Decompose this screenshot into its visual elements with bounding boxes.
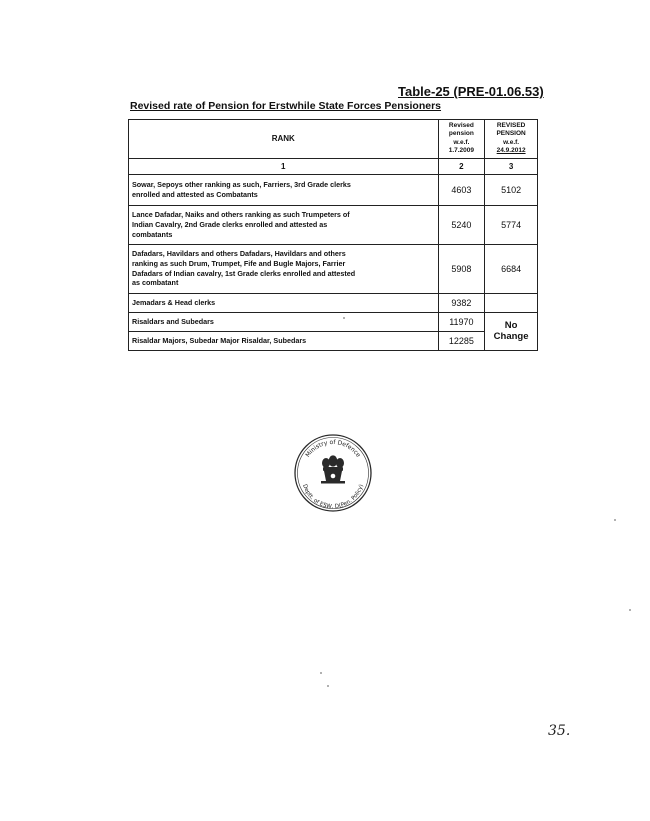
table-id: Table-25 (PRE-01.06.53) (398, 84, 544, 99)
header-line: 24.9.2012 (496, 147, 526, 155)
rank-cell (129, 293, 439, 312)
column-header-revised-2009 (438, 120, 485, 159)
pension-2012-cell: 5102 (485, 174, 538, 205)
table-row (129, 293, 538, 312)
column-number-row (129, 158, 538, 174)
rank-cell (129, 205, 439, 244)
pension-2009-cell: 9382 (438, 293, 485, 312)
pension-table-container (128, 119, 538, 351)
rank-line: combatants (132, 229, 173, 239)
table-row (129, 331, 538, 350)
column-header-rank: RANK (129, 120, 439, 159)
column-number: 3 (485, 158, 538, 174)
header-line: Revised (448, 122, 474, 129)
rank-line: Jemadars & Head clerks (132, 297, 216, 307)
rank-cell (129, 312, 439, 331)
scan-speck (343, 317, 345, 319)
rank-line: Dafadars of Indian cavalry, 1st Grade clerks enrolled and attested (132, 268, 356, 278)
pension-2009-cell: 11970 (438, 312, 485, 331)
rank-line: enrolled and attested as Combatants (132, 189, 258, 199)
pension-2012-cell: 6684 (485, 244, 538, 293)
rank-line: Sowar, Sepoys other ranking as such, Farriers, 3rd Grade clerks (132, 180, 351, 190)
no-change-cell (485, 312, 538, 350)
rank-line: as combatant (132, 278, 179, 288)
rank-cell (129, 174, 439, 205)
seal-bottom-text: Deptt. of ESW, D(Pen. Policy) (301, 483, 365, 511)
rank-line: Dafadars, Havildars and others Dafadars, Havildars and others (132, 249, 346, 259)
header-line: 1.7.2009 (448, 147, 475, 155)
page-title: Revised rate of Pension for Erstwhile State Forces Pensioners (130, 100, 442, 112)
column-header-revised-2012 (485, 120, 538, 159)
table-row (129, 312, 538, 331)
table-row (129, 244, 538, 293)
no-change-line: Change (493, 331, 529, 343)
rank-cell (129, 331, 439, 350)
header-line: pension w.e.f. (448, 130, 474, 146)
scan-speck (614, 519, 616, 521)
svg-text:Deptt. of ESW, D(Pen. Policy) (301, 484, 365, 511)
header-line: REVISED (496, 122, 526, 129)
pension-2009-cell: 4603 (438, 174, 485, 205)
rank-line: Risaldars and Subedars (132, 316, 214, 326)
rank-cell (129, 244, 439, 293)
rank-line: Lance Dafadar, Naiks and others ranking as such Trumpeters of (132, 210, 350, 220)
page-number: 35. (548, 723, 571, 739)
seal-top-text: Ministry of Defence (304, 438, 362, 459)
header-line: w.e.f. (503, 138, 520, 146)
column-number: 2 (438, 158, 485, 174)
table-header-row (129, 120, 538, 159)
pension-table (128, 119, 538, 351)
table-row (129, 174, 538, 205)
table-row (129, 205, 538, 244)
rank-line: ranking as such Drum, Trumpet, Fife and Bugle Majors, Farrier (132, 259, 346, 269)
national-emblem-icon (321, 455, 345, 483)
no-change-line: No (504, 319, 518, 331)
scan-speck (629, 609, 631, 611)
ministry-seal-stamp (293, 433, 373, 513)
pension-2009-cell: 12285 (438, 331, 485, 350)
header-line: PENSION (496, 130, 526, 138)
column-number: 1 (129, 158, 439, 174)
rank-line: Indian Cavalry, 2nd Grade clerks enrolled and attested as (132, 219, 328, 229)
rank-line: Risaldar Majors, Subedar Major Risaldar, Subedars (132, 335, 307, 345)
scan-speck (327, 685, 329, 687)
scan-speck (320, 672, 322, 674)
pension-2012-cell (485, 293, 538, 312)
pension-2009-cell: 5240 (438, 205, 485, 244)
pension-2009-cell: 5908 (438, 244, 485, 293)
pension-2012-cell: 5774 (485, 205, 538, 244)
